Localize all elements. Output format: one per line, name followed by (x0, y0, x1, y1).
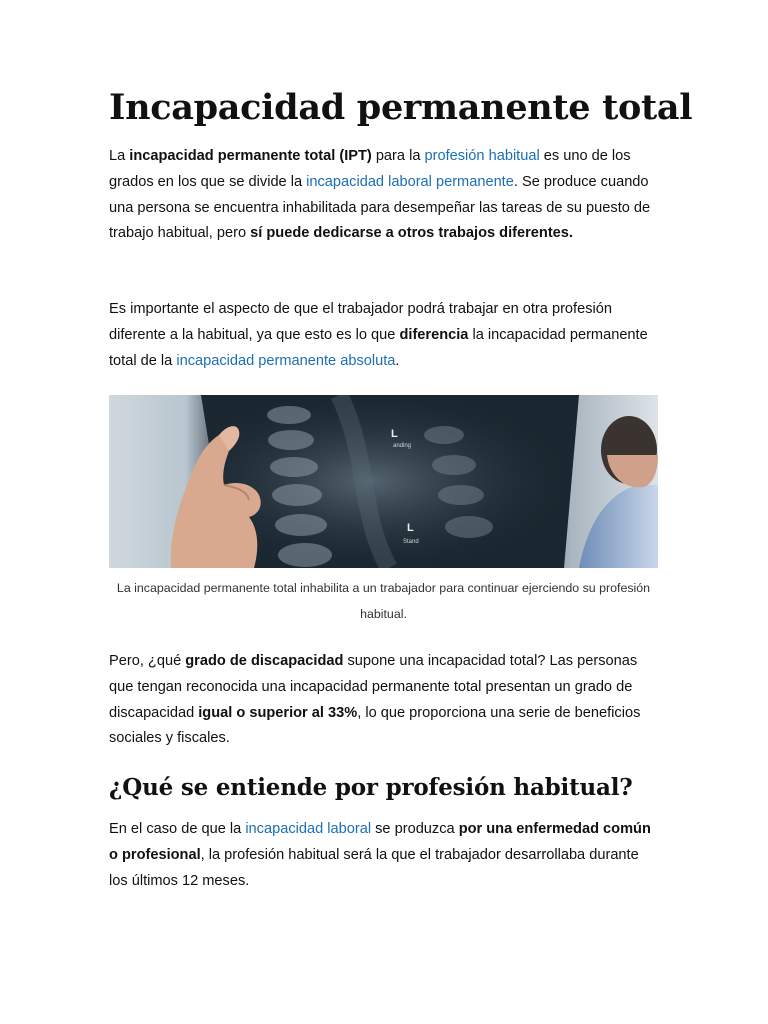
paragraph-profesion-habitual (109, 817, 661, 894)
text-span: la incapacidad permanente total de la (109, 326, 648, 369)
link-incapacidad-permanente-absoluta[interactable]: incapacidad permanente absoluta (176, 352, 396, 369)
text-span: En el caso de que la (109, 821, 246, 837)
page-title: Incapacidad permanente total (109, 87, 693, 128)
text-span: es uno de los grados en los que se divide la (109, 148, 631, 190)
text-span: , la profesión habitual será la que el trabajador desarrollaba durante los últimos 12 meses. (109, 846, 639, 889)
link-incapacidad-laboral[interactable]: incapacidad laboral (245, 821, 372, 837)
paragraph-difference (109, 297, 661, 374)
bold-text: sí puede dedicarse a otros trabajos diferentes. (250, 225, 573, 242)
xray-label: anding (393, 443, 412, 449)
xray-image (109, 395, 658, 568)
text-span: Pero, ¿qué (109, 653, 186, 669)
xray-label: L (391, 428, 398, 440)
text-span: se produzca (371, 821, 459, 837)
link-profesion-habitual[interactable]: profesión habitual (424, 148, 540, 164)
link-incapacidad-laboral-permanente[interactable]: incapacidad laboral permanente (306, 173, 514, 190)
bold-text: diferencia (399, 326, 469, 343)
bold-text: grado de discapacidad (185, 653, 344, 669)
text-span: supone una incapacidad total? Las personas que tengan reconocida una incapacidad permanente total presentan un grado de discapacidad (109, 653, 638, 721)
text-span: Es importante el aspecto de que el trabajador podrá trabajar en otra profesión diferente a la habitual, ya que esto es lo que (109, 301, 612, 343)
text-span: para la (371, 148, 425, 164)
text-span: , lo que proporciona una serie de beneficios sociales y fiscales. (109, 704, 641, 747)
bold-text: igual o superior al 33% (198, 704, 358, 721)
section-heading: ¿Qué se entiende por profesión habitual? (109, 774, 633, 801)
xray-label: L (407, 522, 414, 534)
paragraph-discapacidad (109, 649, 661, 752)
xray-label: Stand (403, 539, 419, 545)
text-span: La (109, 148, 130, 164)
text-span: . (395, 352, 400, 369)
bold-text: por una enfermedad común o profesional (109, 821, 651, 863)
paragraph-intro (109, 144, 661, 247)
figure-caption: La incapacidad permanente total inhabilita a un trabajador para continuar ejerciendo su profesión habitual. (116, 581, 651, 621)
bold-text: incapacidad permanente total (IPT) (129, 148, 372, 164)
text-span: . Se produce cuando una persona se encuentra inhabilitada para desempeñar las tareas de su puesto de trabajo habitual, pero (109, 173, 651, 242)
xray-photo (109, 395, 658, 568)
